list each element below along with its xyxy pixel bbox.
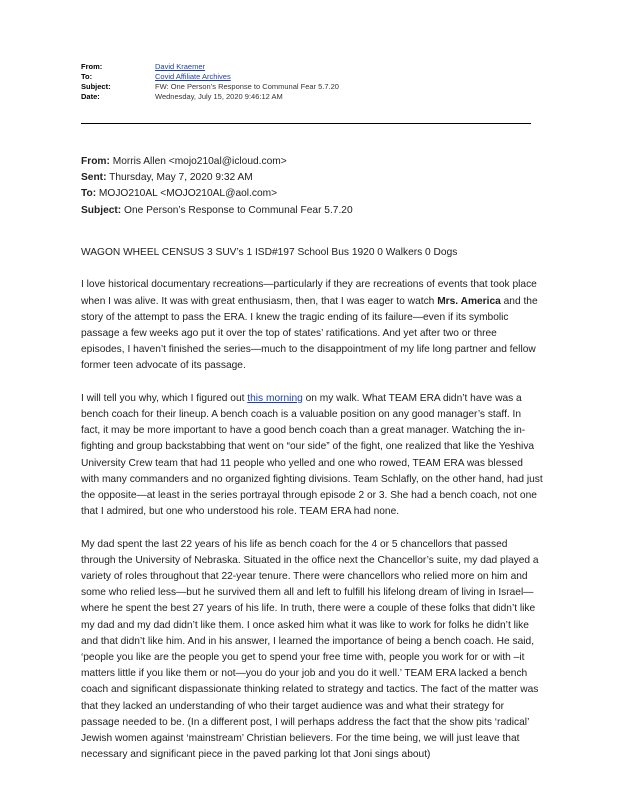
paragraph-1 xyxy=(81,277,543,374)
forwarded-from-value: Morris Allen <mojo210al@icloud.com> xyxy=(109,156,287,167)
this-morning-link[interactable]: this morning xyxy=(247,392,303,404)
forwarded-sent-value: Thursday, May 7, 2020 9:32 AM xyxy=(106,172,253,184)
forwarded-sent-label: Sent: xyxy=(81,172,107,184)
forwarded-sent-row xyxy=(81,170,353,186)
header-to-label: To: xyxy=(81,72,93,81)
header-from-link[interactable]: David Kraemer xyxy=(155,62,206,71)
show-title: Mrs. America xyxy=(437,295,501,307)
header-date-row xyxy=(81,92,339,102)
forwarded-subject-label: Subject: xyxy=(81,204,122,216)
paragraph-3: My dad spent the last 22 years of his life as bench coach for the 4 or 5 chancellors that passed through the University of Nebraska. Situated in the office next the Chancellor’s suite, my dad played a variety of roles throughout that 22-year tenure. There were chancellors who relied more on him and some who relied less—but he survived them all and left to fulfill his lifelong dream of living in Israel—where he spent the best 27 years of his life. In truth, there were a couple of these folks that didn’t like my dad and my dad didn’t like them. I once asked him what it was like to work for folks he didn’t like and that didn’t like him. And in his answer, I learned the importance of being a bench coach. He said, ‘people you like are the people you get to spend your free time with, people you work for or with –it matters little if you like them or not—you do your job and you do it well.’ TEAM ERA lacked a bench coach and significant dispassionate thinking related to strategy and tactics. The fact of the matter was that they lacked an understanding of who their target audience was and what their strategy for passage needed to be. (In a different post, I will perhaps address the fact that the show pits ‘radical’ Jewish women against ‘mainstream’ Christian believers. For the time being, we will just leave that necessary and significant piece in the paved parking lot that Joni sings about) xyxy=(81,538,539,761)
header-divider xyxy=(81,123,531,124)
paragraph-1-text-b: and the story of the attempt to pass the ERA. I knew the tragic ending of its failure—even if its symbolic passage a few weeks ago put it over the top of states’ ratifications. And yet after two or three episodes, I haven’t finished the series—much to the disappointment of my life long partner and fellow former teen advocate of its passage. xyxy=(81,295,538,372)
forwarded-subject-row xyxy=(81,203,353,219)
email-header xyxy=(81,62,339,102)
forwarded-to-row xyxy=(81,186,353,202)
forwarded-to-label: To: xyxy=(81,188,97,200)
header-from-label: From: xyxy=(81,62,103,71)
header-subject-value: FW: One Person’s Response to Communal Fear 5.7.20 xyxy=(155,82,339,91)
header-to-row xyxy=(81,72,339,82)
forwarded-from-label: From: xyxy=(81,156,110,167)
paragraph-2 xyxy=(81,391,543,521)
forwarded-header xyxy=(81,154,353,219)
header-subject-label: Subject: xyxy=(81,82,111,91)
forwarded-subject-value: One Person’s Response to Communal Fear 5.7.20 xyxy=(121,204,353,216)
paragraph-2-text-a: I will tell you why, which I figured out xyxy=(81,392,248,404)
header-to-link[interactable]: Covid Affiliate Archives xyxy=(155,72,231,81)
email-body xyxy=(81,245,543,780)
forwarded-to-value: MOJO210AL <MOJO210AL@aol.com> xyxy=(96,188,278,200)
paragraph-1-text-a: I love historical documentary recreations—particularly if they are recreations of events that took place when I was alive. It was with great enthusiasm, then, that I was eager to watch xyxy=(81,279,537,307)
header-date-label: Date: xyxy=(81,92,100,101)
census-line: WAGON WHEEL CENSUS 3 SUV’s 1 ISD#197 School Bus 1920 0 Walkers 0 Dogs xyxy=(81,247,458,258)
forwarded-from-row xyxy=(81,154,353,170)
header-date-value: Wednesday, July 15, 2020 9:46:12 AM xyxy=(155,92,283,101)
header-subject-row xyxy=(81,82,339,92)
header-from-row xyxy=(81,62,339,72)
paragraph-2-text-b: on my walk. What TEAM ERA didn’t have was a bench coach for their lineup. A bench coach is a valuable position on any good manager’s staff. In fact, it may be more important to have a good bench coach than a great manager. Watching the in-fighting and group backstabbing that went on “our side” of the fight, one realized that like the Yeshiva University Crew team that had 11 people who yelled and one who rowed, TEAM ERA was blessed with many commanders and no organized fighting divisions. Team Schlafly, on the other hand, had just the opposite—at least in the series portrayal through episode 2 or 3. She had a bench coach, not one that I admired, but one who understood his role. TEAM ERA had none. xyxy=(81,392,543,518)
